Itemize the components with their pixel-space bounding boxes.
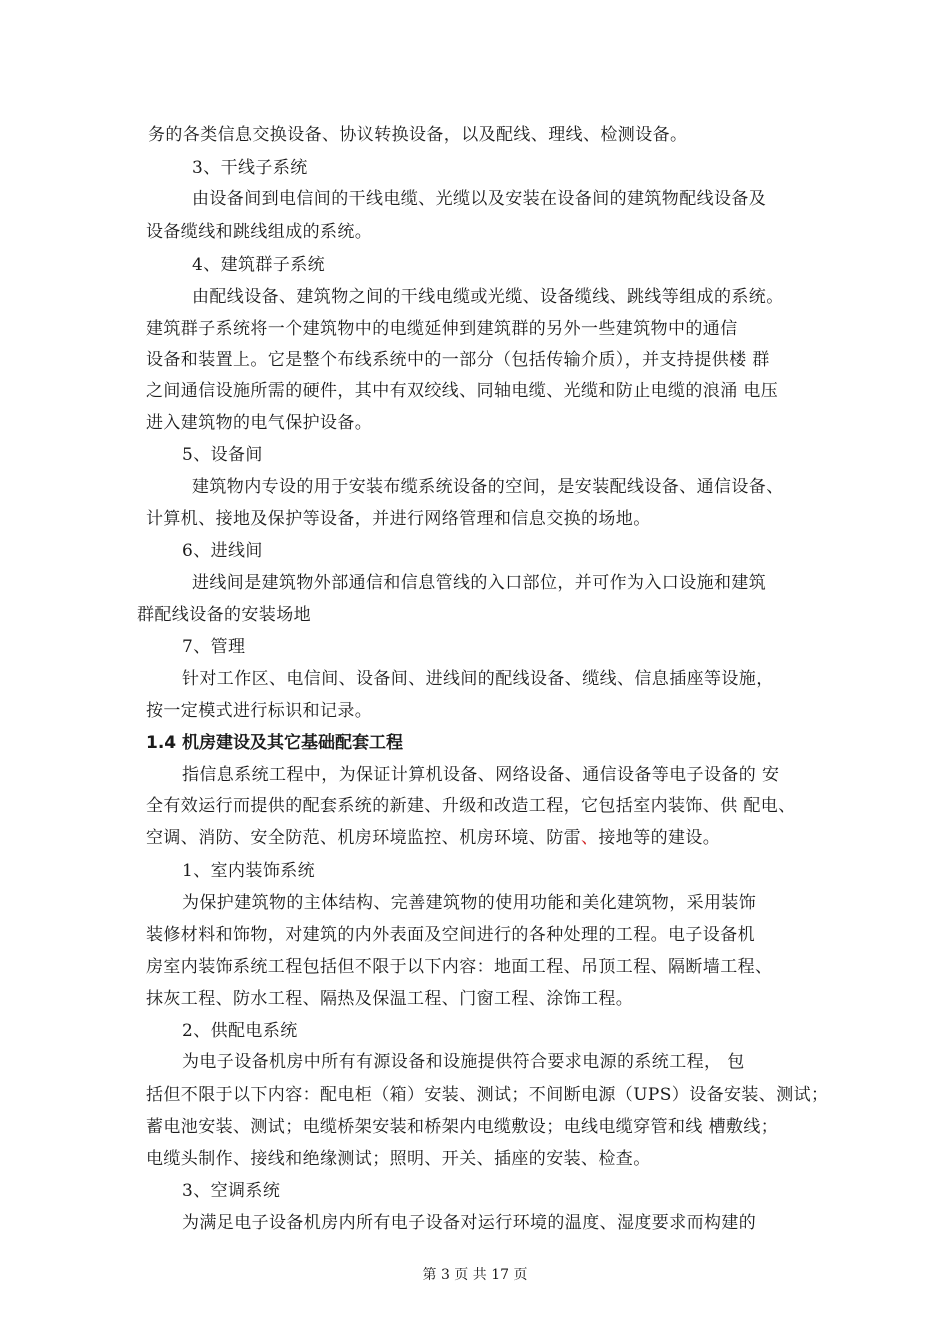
paragraph-line: 由设备间到电信间的干线电缆、光缆以及安装在设备间的建筑物配线设备及 [192, 189, 767, 209]
section-heading: 4、建筑群子系统 [192, 255, 326, 275]
paragraph-line: 全有效运行而提供的配套系统的新建、升级和改造工程，它包括室内装饰、供 配电、 [146, 796, 796, 816]
section-heading: 6、进线间 [182, 541, 263, 561]
paragraph-text: 接地等的建设。 [598, 828, 721, 848]
section-heading: 3、空调系统 [182, 1181, 281, 1201]
paragraph-line: 抹灰工程、防水工程、隔热及保温工程、门窗工程、涂饰工程。 [146, 989, 634, 1009]
paragraph-line: 进线间是建筑物外部通信和信息管线的入口部位，并可作为入口设施和建筑 [192, 573, 767, 593]
section-heading: 2、供配电系统 [182, 1021, 298, 1041]
paragraph-line: 针对工作区、电信间、设备间、进线间的配线设备、缆线、信息插座等设施， [182, 669, 774, 689]
section-heading: 5、设备间 [182, 445, 263, 465]
paragraph-line: 为保护建筑物的主体结构、完善建筑物的使用功能和美化建筑物，采用装饰 [182, 893, 757, 913]
section-heading: 7、管理 [182, 637, 246, 657]
paragraph-line: 群配线设备的安装场地 [137, 605, 311, 625]
paragraph-line: 设备缆线和跳线组成的系统。 [146, 222, 373, 242]
paragraph-line: 装修材料和饰物，对建筑的内外表面及空间进行的各种处理的工程。电子设备机 [146, 925, 755, 945]
paragraph-line: 建筑群子系统将一个建筑物中的电缆延伸到建筑群的另外一些建筑物中的通信 [146, 319, 738, 339]
paragraph-line: 蓄电池安装、测试；电缆桥架安装和桥架内电缆敷设；电线电缆穿管和线 槽敷线； [146, 1117, 779, 1137]
paragraph-line: 计算机、接地及保护等设备，并进行网络管理和信息交换的场地。 [146, 509, 651, 529]
paragraph-line: 设备和装置上。它是整个布线系统中的一部分（包括传输介质），并支持提供楼 群 [146, 350, 770, 370]
paragraph-line: 建筑物内专设的用于安装布缆系统设备的空间，是安装配线设备、通信设备、 [192, 477, 784, 497]
paragraph-line: 电缆头制作、接线和绝缘测试；照明、开关、插座的安装、检查。 [146, 1149, 651, 1169]
paragraph-line: 务的各类信息交换设备、协议转换设备，以及配线、理线、检测设备。 [148, 125, 688, 145]
page-footer: 第 3 页 共 17 页 [422, 1267, 528, 1283]
paragraph-line: 括但不限于以下内容：配电柜（箱）安装、测试；不间断电源（UPS）设备安装、测试； [146, 1085, 829, 1105]
chapter-heading: 1.4 机房建设及其它基础配套工程 [146, 733, 404, 753]
paragraph-line: 按一定模式进行标识和记录。 [146, 701, 373, 721]
paragraph-line: 房室内装饰系统工程包括但不限于以下内容：地面工程、吊顶工程、隔断墙工程、 [146, 957, 773, 977]
paragraph-line: 进入建筑物的电气保护设备。 [146, 413, 373, 433]
paragraph-line [146, 827, 720, 849]
section-heading: 1、室内装饰系统 [182, 861, 316, 881]
red-mark: 、 [581, 828, 599, 848]
paragraph-text: 空调、消防、安全防范、机房环境监控、机房环境、防雷 [146, 828, 581, 848]
paragraph-line: 指信息系统工程中，为保证计算机设备、网络设备、通信设备等电子设备的 安 [182, 765, 780, 785]
paragraph-line: 之间通信设施所需的硬件，其中有双绞线、同轴电缆、光缆和防止电缆的浪涌 电压 [146, 381, 779, 401]
section-heading: 3、干线子系统 [192, 158, 308, 178]
paragraph-line: 为电子设备机房中所有有源设备和设施提供符合要求电源的系统工程， 包 [182, 1052, 745, 1072]
paragraph-line: 为满足电子设备机房内所有电子设备对运行环境的温度、湿度要求而构建的 [182, 1213, 757, 1233]
paragraph-line: 由配线设备、建筑物之间的干线电缆或光缆、设备缆线、跳线等组成的系统。 [192, 287, 784, 307]
